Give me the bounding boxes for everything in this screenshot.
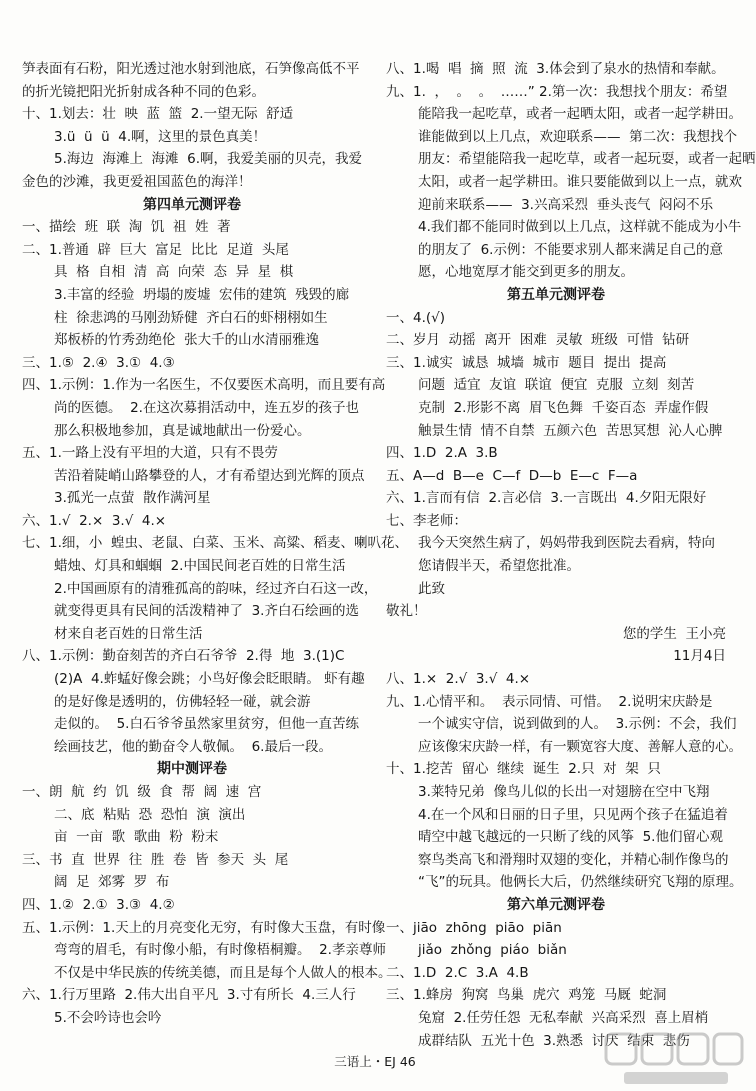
answer-line: jiǎo zhǒng piáo biǎn — [418, 942, 567, 959]
answer-line: 四、1.D 2.A 3.B — [386, 445, 498, 462]
answer-line: 二、1.D 2.C 3.A 4.B — [386, 964, 529, 981]
answer-line: 触景生情 情不自禁 五颜六色 苦思冥想 沁人心脾 — [418, 422, 723, 439]
answer-line: 五、A—d B—e C—f D—b E—c F—a — [386, 467, 638, 484]
answer-line: 4.我们都不能同时做到以上几点，这样就不能成为小牛 — [418, 219, 742, 236]
answer-line: 蜡烛、灯具和蝈蝈 2.中国民间老百姓的日常生活 — [54, 558, 346, 575]
answer-line: 就变得更具有民间的活泼精神了 3.齐白石绘画的选 — [54, 603, 359, 620]
answer-line: 克制 2.形影不离 眉飞色舞 千姿百态 弄虚作假 — [418, 399, 709, 416]
answer-line: 亩 一亩 歌 歌曲 粉 粉末 — [54, 829, 219, 846]
section-heading: 第四单元测评卷 — [143, 196, 241, 213]
answer-line: 九、1. ， 。 。 ……” 2.第一次：我想找个朋友：希望 — [386, 83, 728, 100]
section-heading: 期中测评卷 — [157, 761, 227, 778]
answer-line: 5.不会吟诗也会吟 — [54, 1009, 162, 1026]
answer-line: “飞”的玩具。他俩长大后，仍然继续研究飞翔的原理。 — [418, 874, 743, 891]
answer-line: 六、1.√ 2.× 3.√ 4.× — [22, 512, 167, 529]
answer-line: 七、李老师： — [386, 512, 467, 529]
watermark-logo — [604, 1030, 744, 1088]
right-column — [386, 58, 756, 1052]
answer-line: 4.在一个风和日丽的日子里，只见两个孩子在猛追着 — [418, 806, 728, 823]
answer-line: 兔窟 2.任劳任怨 无私奉献 兴高采烈 喜上眉梢 — [418, 1009, 709, 1026]
answer-line: 您的学生 王小亮 — [622, 625, 726, 642]
answer-line: 柱 徐悲鸿的马刚劲矫健 齐白石的虾栩栩如生 — [54, 309, 328, 326]
answer-line: 2.中国画原有的清雅孤高的韵味，经过齐白石这一改， — [54, 580, 378, 597]
answer-line: 成群结队 五光十色 3.熟悉 讨厌 结束 悲伤 — [418, 1032, 690, 1049]
answer-line: 您请假半天，希望您批准。 — [418, 558, 580, 575]
answer-line: 迎前来联系—— 3.兴高采烈 垂头丧气 闷闷不乐 — [418, 196, 714, 213]
answer-line: 八、1.喝 唱 摘 照 流 3.体会到了泉水的热情和奉献。 — [386, 61, 725, 77]
answer-line: 问题 适宜 友谊 联谊 便宜 克服 立刻 刻苦 — [418, 377, 695, 394]
answer-line: 一个诚实守信，说到做到的人。 3.示例：不会，我们 — [418, 716, 737, 733]
answer-line: 我今天突然生病了，妈妈带我到医院去看病，特向 — [418, 535, 715, 552]
answer-line: 太阳，或者一起学耕田。谁只要能做到以上一点，就欢 — [418, 173, 742, 190]
answer-line: 二、底 粘贴 恐 恐怕 演 演出 — [54, 806, 246, 823]
answer-line: 3.莱特兄弟 像鸟儿似的长出一对翅膀在空中飞翔 — [418, 784, 710, 800]
answer-line: 一、jiāo zhōng piāo piān — [386, 919, 562, 936]
answer-line: 具 格 自相 清 高 向荣 态 异 星 棋 — [54, 264, 294, 281]
answer-line: 此致 — [418, 580, 445, 597]
answer-line: 五、1.一路上没有平坦的大道，只有不畏劳 — [22, 445, 278, 462]
answer-line: 三、1.蜂房 狗窝 鸟巢 虎穴 鸡笼 马厩 蛇洞 — [386, 987, 667, 1004]
answer-line: 六、1.行万里路 2.伟大出自平凡 3.寸有所长 4.三人行 — [22, 987, 356, 1004]
answer-line: 察鸟类高飞和滑翔时双翅的变化，并精心制作像鸟的 — [418, 851, 729, 868]
answer-line: 四、1.② 2.① 3.③ 4.② — [22, 896, 175, 913]
answer-line: 四、1.示例：1.作为一名医生，不仅要医术高明，而且要有高 — [22, 377, 386, 394]
answer-line: 八、1.× 2.√ 3.√ 4.× — [386, 671, 531, 688]
answer-line: 七、1.细，小 蝗虫、老鼠、白菜、玉米、高粱、稻麦、喇叭花、 — [22, 535, 408, 552]
answer-line: 二、岁月 动摇 离开 困难 灵敏 班级 可惜 钻研 — [386, 332, 690, 349]
answer-line: 弯弯的眉毛，有时像小船，有时像梧桐瓣。 2.孝亲尊师 — [54, 942, 386, 959]
answer-line: 六、1.言而有信 2.言必信 3.一言既出 4.夕阳无限好 — [386, 490, 707, 507]
answer-line: 不仅是中华民族的传统美德，而且是每个人做人的根本。 — [54, 964, 392, 981]
answer-line: 一、4.(√) — [386, 309, 446, 326]
answer-line: 的折光镜把阳光折射成各种不同的色彩。 — [22, 83, 265, 100]
answer-line: 朋友：希望能陪我一起吃草，或者一起玩耍，或者一起晒 — [418, 151, 756, 168]
answer-line: 笋表面有石粉，阳光透过池水射到池底，石笋像高低不平 — [22, 61, 360, 77]
answer-line: 郑板桥的竹秀劲绝伦 张大千的山水清丽雅逸 — [54, 332, 320, 349]
answer-line: 3.孤光一点萤 散作满河星 — [54, 490, 211, 507]
answer-line: 二、1.普通 辟 巨大 富足 比比 足道 头尾 — [22, 241, 289, 258]
section-heading: 第六单元测评卷 — [507, 896, 605, 913]
answer-line: 的是好像是透明的，仿佛轻轻一碰，就会游 — [54, 693, 311, 710]
answer-line: 晴空中越飞越远的一只断了线的风筝 5.他们留心观 — [418, 829, 723, 846]
answer-line: 金色的沙滩，我更爱祖国蓝色的海洋！ — [22, 173, 252, 190]
answer-line: 八、1.示例：勤奋刻苦的齐白石爷爷 2.得 地 3.(1)C — [22, 648, 345, 665]
answer-line: 3.丰富的经验 坍塌的废墟 宏伟的建筑 残毁的廊 — [54, 286, 350, 303]
answer-line: 3.ü ü ü 4.啊，这里的景色真美！ — [54, 128, 267, 145]
answer-line: 苦沿着陡峭山路攀登的人，才有希望达到光辉的顶点 — [54, 467, 365, 484]
answer-line: 走似的。 5.白石爷爷虽然家里贫穷，但他一直苦练 — [54, 716, 359, 733]
answer-line: 材来自老百姓的日常生活 — [54, 625, 203, 642]
answer-line: 三、书 直 世界 往 胜 卷 皆 参天 头 尾 — [22, 851, 289, 868]
answer-line: 五、1.示例：1.天上的月亮变化无穷，有时像大玉盘，有时像 — [22, 919, 386, 936]
answer-line: 11月4日 — [673, 648, 726, 665]
answer-line: 十、1.划去：壮 映 蓝 篮 2.一望无际 舒适 — [22, 106, 294, 123]
answer-line: 的朋友了 6.示例：不能要求别人都来满足自己的意 — [418, 241, 723, 258]
answer-line: 十、1.挖苦 留心 继续 诞生 2.只 对 架 只 — [386, 761, 661, 778]
answer-line: 应该像宋庆龄一样，有一颗宽容大度、善解人意的心。 — [418, 738, 742, 755]
answer-line: 一、朗 航 约 饥 级 食 帮 阔 速 宫 — [22, 784, 262, 800]
answer-line: 三、1.⑤ 2.④ 3.① 4.③ — [22, 354, 175, 371]
answer-line: 能陪我一起吃草，或者一起晒太阳，或者一起学耕田。 — [418, 106, 742, 123]
page-footer: 三语上・EJ 46 — [334, 1054, 416, 1069]
answer-line: 谁能做到以上几点，欢迎联系—— 第二次：我想找个 — [418, 128, 738, 145]
answer-line: 绘画技艺，他的勤奋令人敬佩。 6.最后一段。 — [54, 738, 332, 755]
answer-line: (2)A 4.蚱蜢好像会跳；小鸟好像会眨眼睛。 虾有趣 — [54, 671, 365, 688]
answer-line: 5.海边 海滩上 海滩 6.啊，我爱美丽的贝壳，我爱 — [54, 151, 363, 168]
answer-line: 敬礼！ — [386, 603, 427, 620]
answer-line: 愿，心地宽厚才能交到更多的朋友。 — [418, 264, 634, 281]
answer-line: 阔 足 郊雾 罗 布 — [54, 874, 170, 891]
answer-line: 九、1.心情平和。 表示同情、可惜。 2.说明宋庆龄是 — [386, 693, 713, 710]
answer-line: 三、1.诚实 诚恳 城墙 城市 题目 提出 提高 — [386, 354, 667, 371]
section-heading: 第五单元测评卷 — [507, 286, 605, 303]
answer-line: 尚的医德。 2.在这次募捐活动中，连五岁的孩子也 — [54, 399, 359, 416]
answer-line: 那么积极地参加，真是诚地献出一份爱心。 — [54, 422, 311, 439]
answer-line: 一、描绘 班 联 淘 饥 祖 姓 著 — [22, 219, 231, 236]
